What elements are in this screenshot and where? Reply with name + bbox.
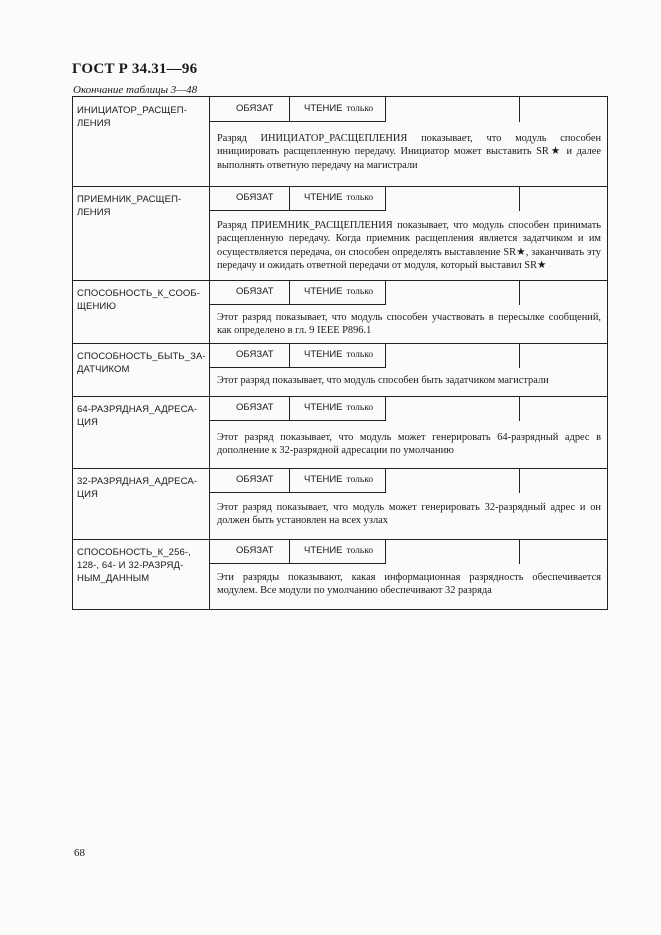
description: Этот разряд показывает, что модуль способен быть задатчиком магистрали [217,375,549,386]
access-cell [290,396,386,421]
read-label: ЧТЕНИЕ [304,192,343,203]
table-row [73,343,607,396]
table-row [73,468,607,539]
attributes-row [209,343,520,368]
table-row [73,539,607,609]
page-number: 68 [74,847,85,859]
only-label: только [346,475,374,485]
description: Разряд ПРИЕМНИК_РАСЩЕПЛЕНИЯ показывает, что модуль способен принимать расщепленную передачу. Когда приемник расщепления является задатчиком и им осуществляется передача, он способен определять выставление SR★, заканчивать эту передачу и ожидать ответной передачи от модуля, который выставил SR★ [217,220,601,272]
description: Эти разряды показывают, какая информационная разрядность обеспечивается модулем. Все модули по умолчанию обеспечивают 32 разряда [217,572,601,597]
empty-cell [386,186,520,211]
access-cell [290,468,386,493]
field-name: ИНИЦИАТОР_РАСЩЕП-ЛЕНИЯ [77,105,187,129]
description: Разряд ИНИЦИАТОР_РАСЩЕПЛЕНИЯ показывает, что модуль способен инициировать расщепленную передачу. Инициатор может выставить SR★ и далее выполнять ответную передачу на магистрали [217,133,601,171]
empty-cell [386,97,520,122]
field-name: 64-РАЗРЯДНАЯ_АДРЕСА-ЦИЯ [77,404,198,428]
table-row [73,280,607,343]
access-cell [290,186,386,211]
field-name: СПОСОБНОСТЬ_БЫТЬ_ЗА-ДАТЧИКОМ [77,351,206,375]
attributes-row [209,468,520,493]
only-label: только [346,287,374,297]
read-label: ЧТЕНИЕ [304,103,343,114]
table-caption: Окончание таблицы 3—48 [73,84,198,96]
access-cell [290,280,386,305]
attributes-row [209,97,520,122]
register-table [72,96,608,610]
mandatory-cell: ОБЯЗАТ [209,396,290,421]
read-label: ЧТЕНИЕ [304,402,343,413]
mandatory-cell: ОБЯЗАТ [209,539,290,564]
empty-cell [386,396,520,421]
description: Этот разряд показывает, что модуль может генерировать 64-разрядный адрес в дополнение к 32-разрядной адресации по умолчанию [217,432,601,457]
field-name: 32-РАЗРЯДНАЯ_АДРЕСА-ЦИЯ [77,476,198,500]
read-label: ЧТЕНИЕ [304,349,343,360]
field-name: ПРИЕМНИК_РАСЩЕП-ЛЕНИЯ [77,194,182,218]
table-row [73,97,607,186]
only-label: только [346,193,374,203]
attributes-row [209,186,520,211]
read-label: ЧТЕНИЕ [304,286,343,297]
field-name: СПОСОБНОСТЬ_К_256-, 128-, 64- И 32-РАЗРЯД-НЫМ_ДАННЫМ [77,547,191,584]
description: Этот разряд показывает, что модуль способен участвовать в пересылке сообщений, как определено в гл. 9 IEEE P896.1 [217,312,601,337]
only-label: только [346,350,374,360]
read-label: ЧТЕНИЕ [304,545,343,556]
standard-code: ГОСТ Р 34.31—96 [72,61,198,77]
mandatory-cell: ОБЯЗАТ [209,468,290,493]
access-cell [290,343,386,368]
table-row [73,396,607,468]
table-row [73,186,607,280]
attributes-row [209,396,520,421]
empty-cell [386,280,520,305]
description: Этот разряд показывает, что модуль может генерировать 32-разрядный адрес и он должен быть установлен на всех узлах [217,502,601,527]
empty-cell [386,468,520,493]
mandatory-cell: ОБЯЗАТ [209,186,290,211]
mandatory-cell: ОБЯЗАТ [209,97,290,122]
empty-cell [386,539,520,564]
only-label: только [346,546,374,556]
only-label: только [346,403,374,413]
field-name: СПОСОБНОСТЬ_К_СООБ-ЩЕНИЮ [77,288,201,312]
mandatory-cell: ОБЯЗАТ [209,280,290,305]
empty-cell [386,343,520,368]
read-label: ЧТЕНИЕ [304,474,343,485]
access-cell [290,97,386,122]
access-cell [290,539,386,564]
attributes-row [209,539,520,564]
only-label: только [346,104,374,114]
attributes-row [209,280,520,305]
mandatory-cell: ОБЯЗАТ [209,343,290,368]
